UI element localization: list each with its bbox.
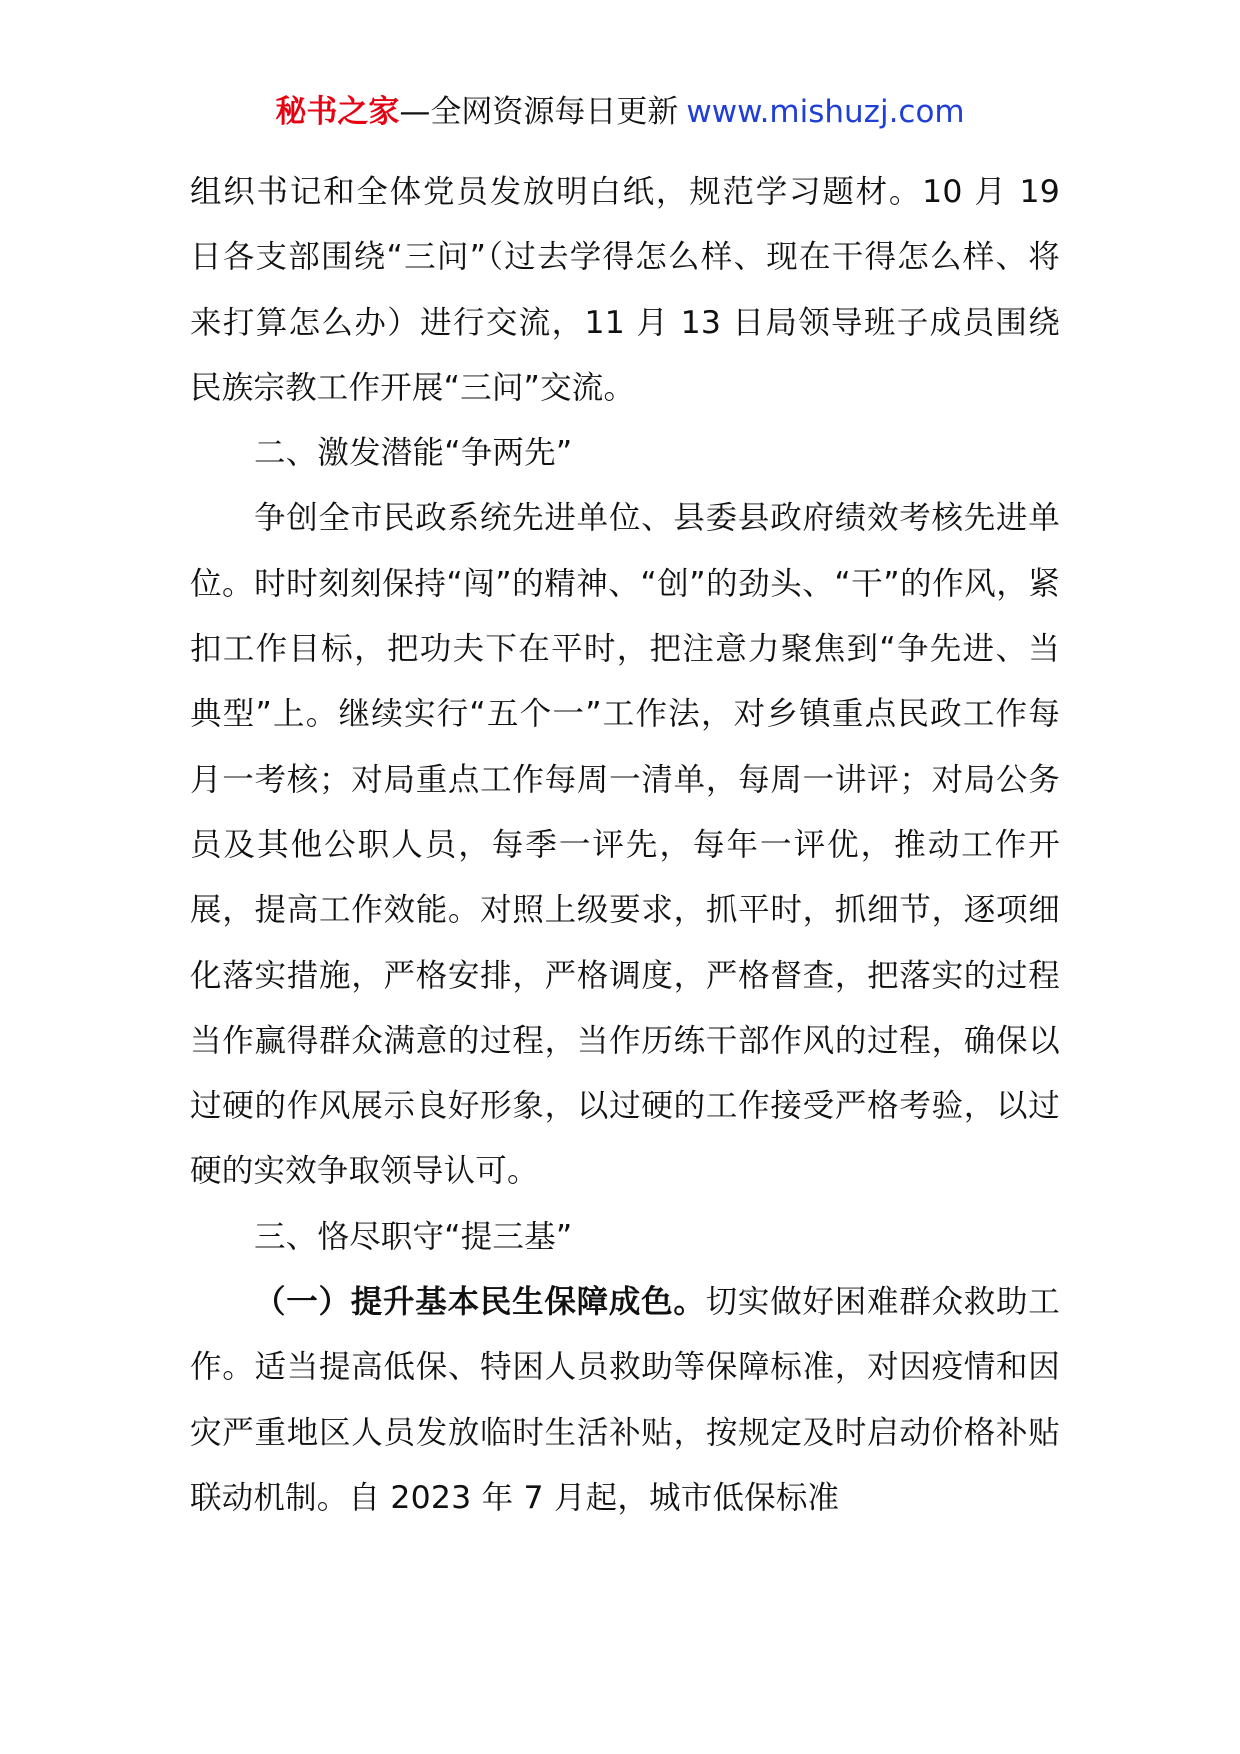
section-heading-2: 二、激发潜能“争两先” — [254, 435, 573, 472]
paragraph-continuation: 组织书记和全体党员发放明白纸，规范学习题材。10 月 19 日各支部围绕“三问”（过去学得怎么样、现在干得怎么样、将来打算怎么办）进行交流，11 月 13 日局领导班子成员围绕民族宗教工作开展“三问”交流。 — [190, 174, 1060, 406]
header-tagline: —全网资源每日更新 — [399, 94, 679, 130]
site-url-link[interactable]: www.mishuzj.com — [686, 94, 965, 130]
subsection-title: （一）提升基本民生保障成色。 — [254, 1284, 706, 1321]
paragraph-subsection-1 — [190, 1270, 1060, 1531]
brand-name: 秘书之家 — [275, 94, 400, 130]
document-body — [190, 160, 1060, 1531]
section-heading-3: 三、恪尽职守“提三基” — [254, 1218, 573, 1255]
site-watermark-header — [0, 92, 1240, 132]
paragraph-section-2: 争创全市民政系统先进单位、县委县政府绩效考核先进单位。时时刻刻保持“闯”的精神、“创”的劲头、“干”的作风，紧扣工作目标，把功夫下在平时，把注意力聚焦到“争先进、当典型”上。继续实行“五个一”工作法，对乡镇重点民政工作每月一考核；对局重点工作每周一清单，每周一讲评；对局公务员及其他公职人员，每季一评先，每年一评优，推动工作开展，提高工作效能。对照上级要求，抓平时，抓细节，逐项细化落实措施，严格安排，严格调度，严格督查，把落实的过程当作赢得群众满意的过程，当作历练干部作风的过程，确保以过硬的作风展示良好形象，以过硬的工作接受严格考验，以过硬的实效争取领导认可。 — [190, 500, 1060, 1190]
subsection-text: 切实做好困难群众救助工作。适当提高低保、特困人员救助等保障标准，对因疫情和因灾严重地区人员发放临时生活补贴，按规定及时启动价格补贴联动机制。自 2023 年 7 月起，城市低保标准 — [190, 1284, 1060, 1516]
